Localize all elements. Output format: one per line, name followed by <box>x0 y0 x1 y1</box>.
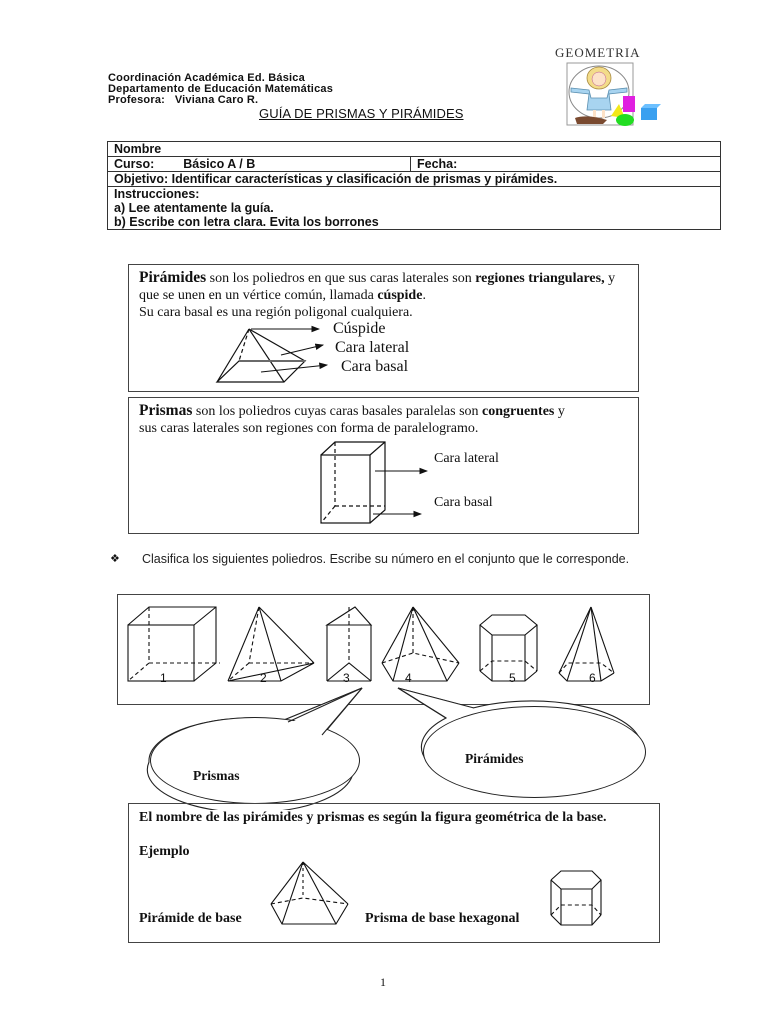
pyramid-base-label: Pirámide de base <box>139 911 242 926</box>
pyramid-base-text: Su cara basal es una región poligonal cualquiera. <box>139 305 413 320</box>
prism-arrows <box>373 452 433 527</box>
prisms-definition-box <box>128 397 639 534</box>
pyramids-definition-text: Pirámides son los poliedros en que sus caras laterales son regiones triangulares, y que se unen en un vértice común, llamada cúspide. Su cara basal es una región poligonal cualquiera. <box>139 269 616 320</box>
exercise-instruction: Clasifica los siguientes poliedros. Escribe su número en el conjunto que le corresponde. <box>142 552 630 566</box>
course-value: Básico A / B <box>183 157 256 171</box>
prisms-term: Prismas <box>139 402 193 419</box>
logo-title: GEOMETRIA <box>555 45 641 60</box>
label-cara-basal: Cara basal <box>341 358 409 375</box>
course-field[interactable] <box>108 157 411 172</box>
pyramids-term: Pirámides <box>139 269 207 286</box>
instruction-a: a) Lee atentamente la guía. <box>114 201 274 215</box>
naming-example-box <box>128 803 660 943</box>
pyramids-bubble-label: Pirámides <box>465 751 524 766</box>
page-number: 1 <box>380 975 386 989</box>
figure-number-1: 1 <box>160 671 167 685</box>
figure-2-square-pyramid <box>228 607 314 681</box>
teacher-label: Profesora: <box>108 94 166 106</box>
figure-number-3: 3 <box>343 671 350 685</box>
bullet-icon: ❖ <box>110 553 120 565</box>
figure-6-hexagonal-pyramid <box>559 607 614 681</box>
teacher-name: Viviana Caro R. <box>174 94 259 106</box>
instructions-row <box>108 187 721 230</box>
prisms-definition-text: Prismas son los poliedros cuyas caras basales paralelas son congruentes y sus caras laterales son regiones con forma de paralelogramo. <box>139 402 565 436</box>
label-cuspide: Cúspide <box>333 320 386 337</box>
example-figures <box>129 804 659 942</box>
teacher-line <box>108 95 258 107</box>
label-cara-basal-prism: Cara basal <box>434 495 493 510</box>
geometry-logo-image <box>561 62 673 128</box>
student-info-table <box>107 141 721 230</box>
bubble-tails <box>140 680 670 810</box>
course-label: Curso: <box>114 157 155 171</box>
hexagonal-prism-label: Prisma de base hexagonal <box>365 911 520 926</box>
label-cara-lateral: Cara lateral <box>335 339 410 356</box>
date-field[interactable]: Fecha: <box>411 157 721 172</box>
label-cara-lateral-prism: Cara lateral <box>434 451 499 466</box>
department-line: Departamento de Educación Matemáticas <box>108 83 334 95</box>
page-title: GUÍA DE PRISMAS Y PIRÁMIDES <box>259 106 464 121</box>
instruction-b: b) Escribe con letra clara. Evita los borrones <box>114 215 379 229</box>
figure-number-5: 5 <box>509 671 516 685</box>
pyramids-definition-box <box>128 264 639 392</box>
figure-number-6: 6 <box>589 671 596 685</box>
instructions-label: Instrucciones: <box>114 187 200 201</box>
prisms-bubble-label: Prismas <box>193 768 240 783</box>
example-label: Ejemplo <box>139 844 190 859</box>
figure-number-4: 4 <box>405 671 412 685</box>
name-field[interactable]: Nombre <box>108 142 721 157</box>
figure-4-pentagonal-pyramid <box>382 607 459 681</box>
objective-row: Objetivo: Identificar características y clasificación de prismas y pirámides. <box>108 172 721 187</box>
figure-1-rectangular-prism <box>128 607 220 681</box>
figure-number-2: 2 <box>260 671 267 685</box>
coordination-line: Coordinación Académica Ed. Básica <box>108 72 305 84</box>
naming-rule-text: El nombre de las pirámides y prismas es según la figura geométrica de la base. <box>139 810 607 825</box>
figure-3-triangular-prism <box>327 607 371 681</box>
